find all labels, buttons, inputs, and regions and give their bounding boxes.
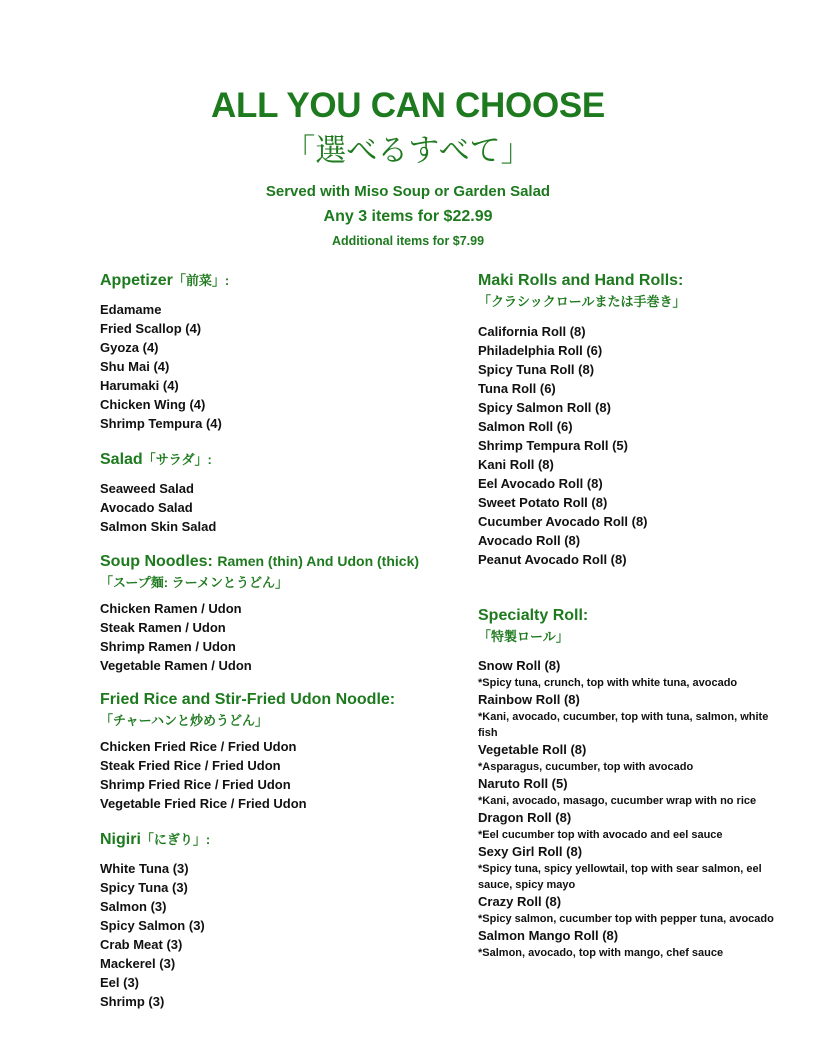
list-item: Sexy Girl Roll (8) *Spicy tuna, spicy yellowtail, top with sear salmon, eel sauce, spicy mayo: [478, 844, 762, 891]
list-item: White Tuna (3): [100, 861, 189, 876]
list-item: Sweet Potato Roll (8): [478, 495, 608, 510]
soup-list: [100, 599, 470, 675]
list-item: Dragon Roll (8) *Eel cucumber top with avocado and eel sauce: [478, 810, 723, 841]
list-item: Crazy Roll (8) *Spicy salmon, cucumber top with pepper tuna, avocado: [478, 894, 774, 925]
section-title: Nigiri「にぎり」:: [100, 831, 211, 848]
section-fried-rice: [100, 689, 470, 813]
list-item: Snow Roll (8) *Spicy tuna, crunch, top with white tuna, avocado: [478, 658, 738, 689]
list-item: California Roll (8): [478, 324, 586, 339]
list-item: Rainbow Roll (8) *Kani, avocado, cucumber, top with tuna, salmon, white fish: [478, 692, 769, 739]
list-item: Shrimp Tempura (4): [100, 416, 222, 431]
price-additional: Additional items for $7.99: [331, 234, 485, 248]
list-item: Shrimp Ramen / Udon: [100, 639, 236, 654]
list-item: Chicken Wing (4): [100, 397, 206, 412]
list-item: Chicken Ramen / Udon: [100, 601, 242, 616]
list-item: Tuna Roll (6): [478, 381, 556, 396]
list-item: Fried Scallop (4): [100, 321, 202, 336]
list-item: Naruto Roll (5) *Kani, avocado, masago, cucumber wrap with no rice: [478, 776, 757, 807]
list-item: Mackerel (3): [100, 956, 176, 971]
left-column: [100, 270, 470, 1011]
list-item: Peanut Avocado Roll (8): [478, 552, 627, 567]
maki-list: [478, 322, 778, 569]
section-nigiri: [100, 829, 470, 1011]
section-title: Maki Rolls and Hand Rolls:: [478, 272, 684, 289]
list-item: Shrimp Tempura Roll (5): [478, 438, 628, 453]
list-item: Vegetable Roll (8) *Asparagus, cucumber, top with avocado: [478, 742, 694, 773]
section-soup-noodles: [100, 550, 470, 675]
list-item: Chicken Fried Rice / Fried Udon: [100, 739, 297, 754]
menu-header: [0, 84, 816, 250]
list-item: Salmon Skin Salad: [100, 519, 217, 534]
list-item: Salmon Mango Roll (8) *Salmon, avocado, top with mango, chef sauce: [478, 928, 724, 959]
list-item: Eel Avocado Roll (8): [478, 476, 603, 491]
list-item: Steak Ramen / Udon: [100, 620, 226, 635]
section-title: Fried Rice and Stir-Fried Udon Noodle:: [100, 691, 396, 708]
list-item: Spicy Salmon Roll (8): [478, 400, 611, 415]
right-column: [478, 270, 778, 961]
section-title: Appetizer「前菜」:: [100, 272, 230, 289]
price-any-3: Any 3 items for $22.99: [323, 208, 493, 225]
list-item: Avocado Salad: [100, 500, 193, 515]
fried-list: [100, 737, 470, 813]
menu-title: ALL YOU CAN CHOOSE: [211, 86, 605, 125]
list-item: Vegetable Fried Rice / Fried Udon: [100, 796, 307, 811]
list-item: Seaweed Salad: [100, 481, 194, 496]
list-item: Harumaki (4): [100, 378, 179, 393]
list-item: Avocado Roll (8): [478, 533, 581, 548]
section-maki: [478, 270, 778, 569]
list-item: Salmon Roll (6): [478, 419, 573, 434]
list-item: Crab Meat (3): [100, 937, 183, 952]
list-item: Spicy Tuna Roll (8): [478, 362, 595, 377]
list-item: Shu Mai (4): [100, 359, 170, 374]
list-item: Spicy Salmon (3): [100, 918, 205, 933]
menu-title-jp: 「選べるすべて」: [284, 133, 532, 169]
section-title: Salad「サラダ」:: [100, 451, 212, 468]
salad-list: [100, 479, 470, 536]
section-title-jp: 「チャーハンと炒めうどん」: [100, 713, 268, 728]
section-salad: [100, 449, 470, 536]
list-item: Eel (3): [100, 975, 140, 990]
specialty-list: [478, 657, 778, 961]
list-item: Spicy Tuna (3): [100, 880, 188, 895]
list-item: Steak Fried Rice / Fried Udon: [100, 758, 281, 773]
section-title: Soup Noodles: Ramen (thin) And Udon (thick): [100, 553, 420, 570]
section-title: Specialty Roll:: [478, 607, 589, 624]
list-item: Edamame: [100, 302, 162, 317]
nigiri-list: [100, 859, 470, 1011]
section-title-jp: 「特製ロール」: [478, 629, 569, 644]
list-item: Cucumber Avocado Roll (8): [478, 514, 648, 529]
section-appetizer: [100, 270, 470, 433]
list-item: Shrimp Fried Rice / Fried Udon: [100, 777, 291, 792]
section-specialty: [478, 605, 778, 961]
list-item: Salmon (3): [100, 899, 167, 914]
section-title-jp: 「クラシックロールまたは手巻き」: [478, 294, 686, 309]
appetizer-list: [100, 300, 470, 433]
list-item: Shrimp (3): [100, 994, 165, 1009]
list-item: Kani Roll (8): [478, 457, 554, 472]
list-item: Philadelphia Roll (6): [478, 343, 603, 358]
list-item: Gyoza (4): [100, 340, 159, 355]
list-item: Vegetable Ramen / Udon: [100, 658, 252, 673]
section-title-jp: 「スープ麺: ラーメンとうどん」: [100, 575, 288, 590]
served-with-note: Served with Miso Soup or Garden Salad: [265, 183, 551, 200]
